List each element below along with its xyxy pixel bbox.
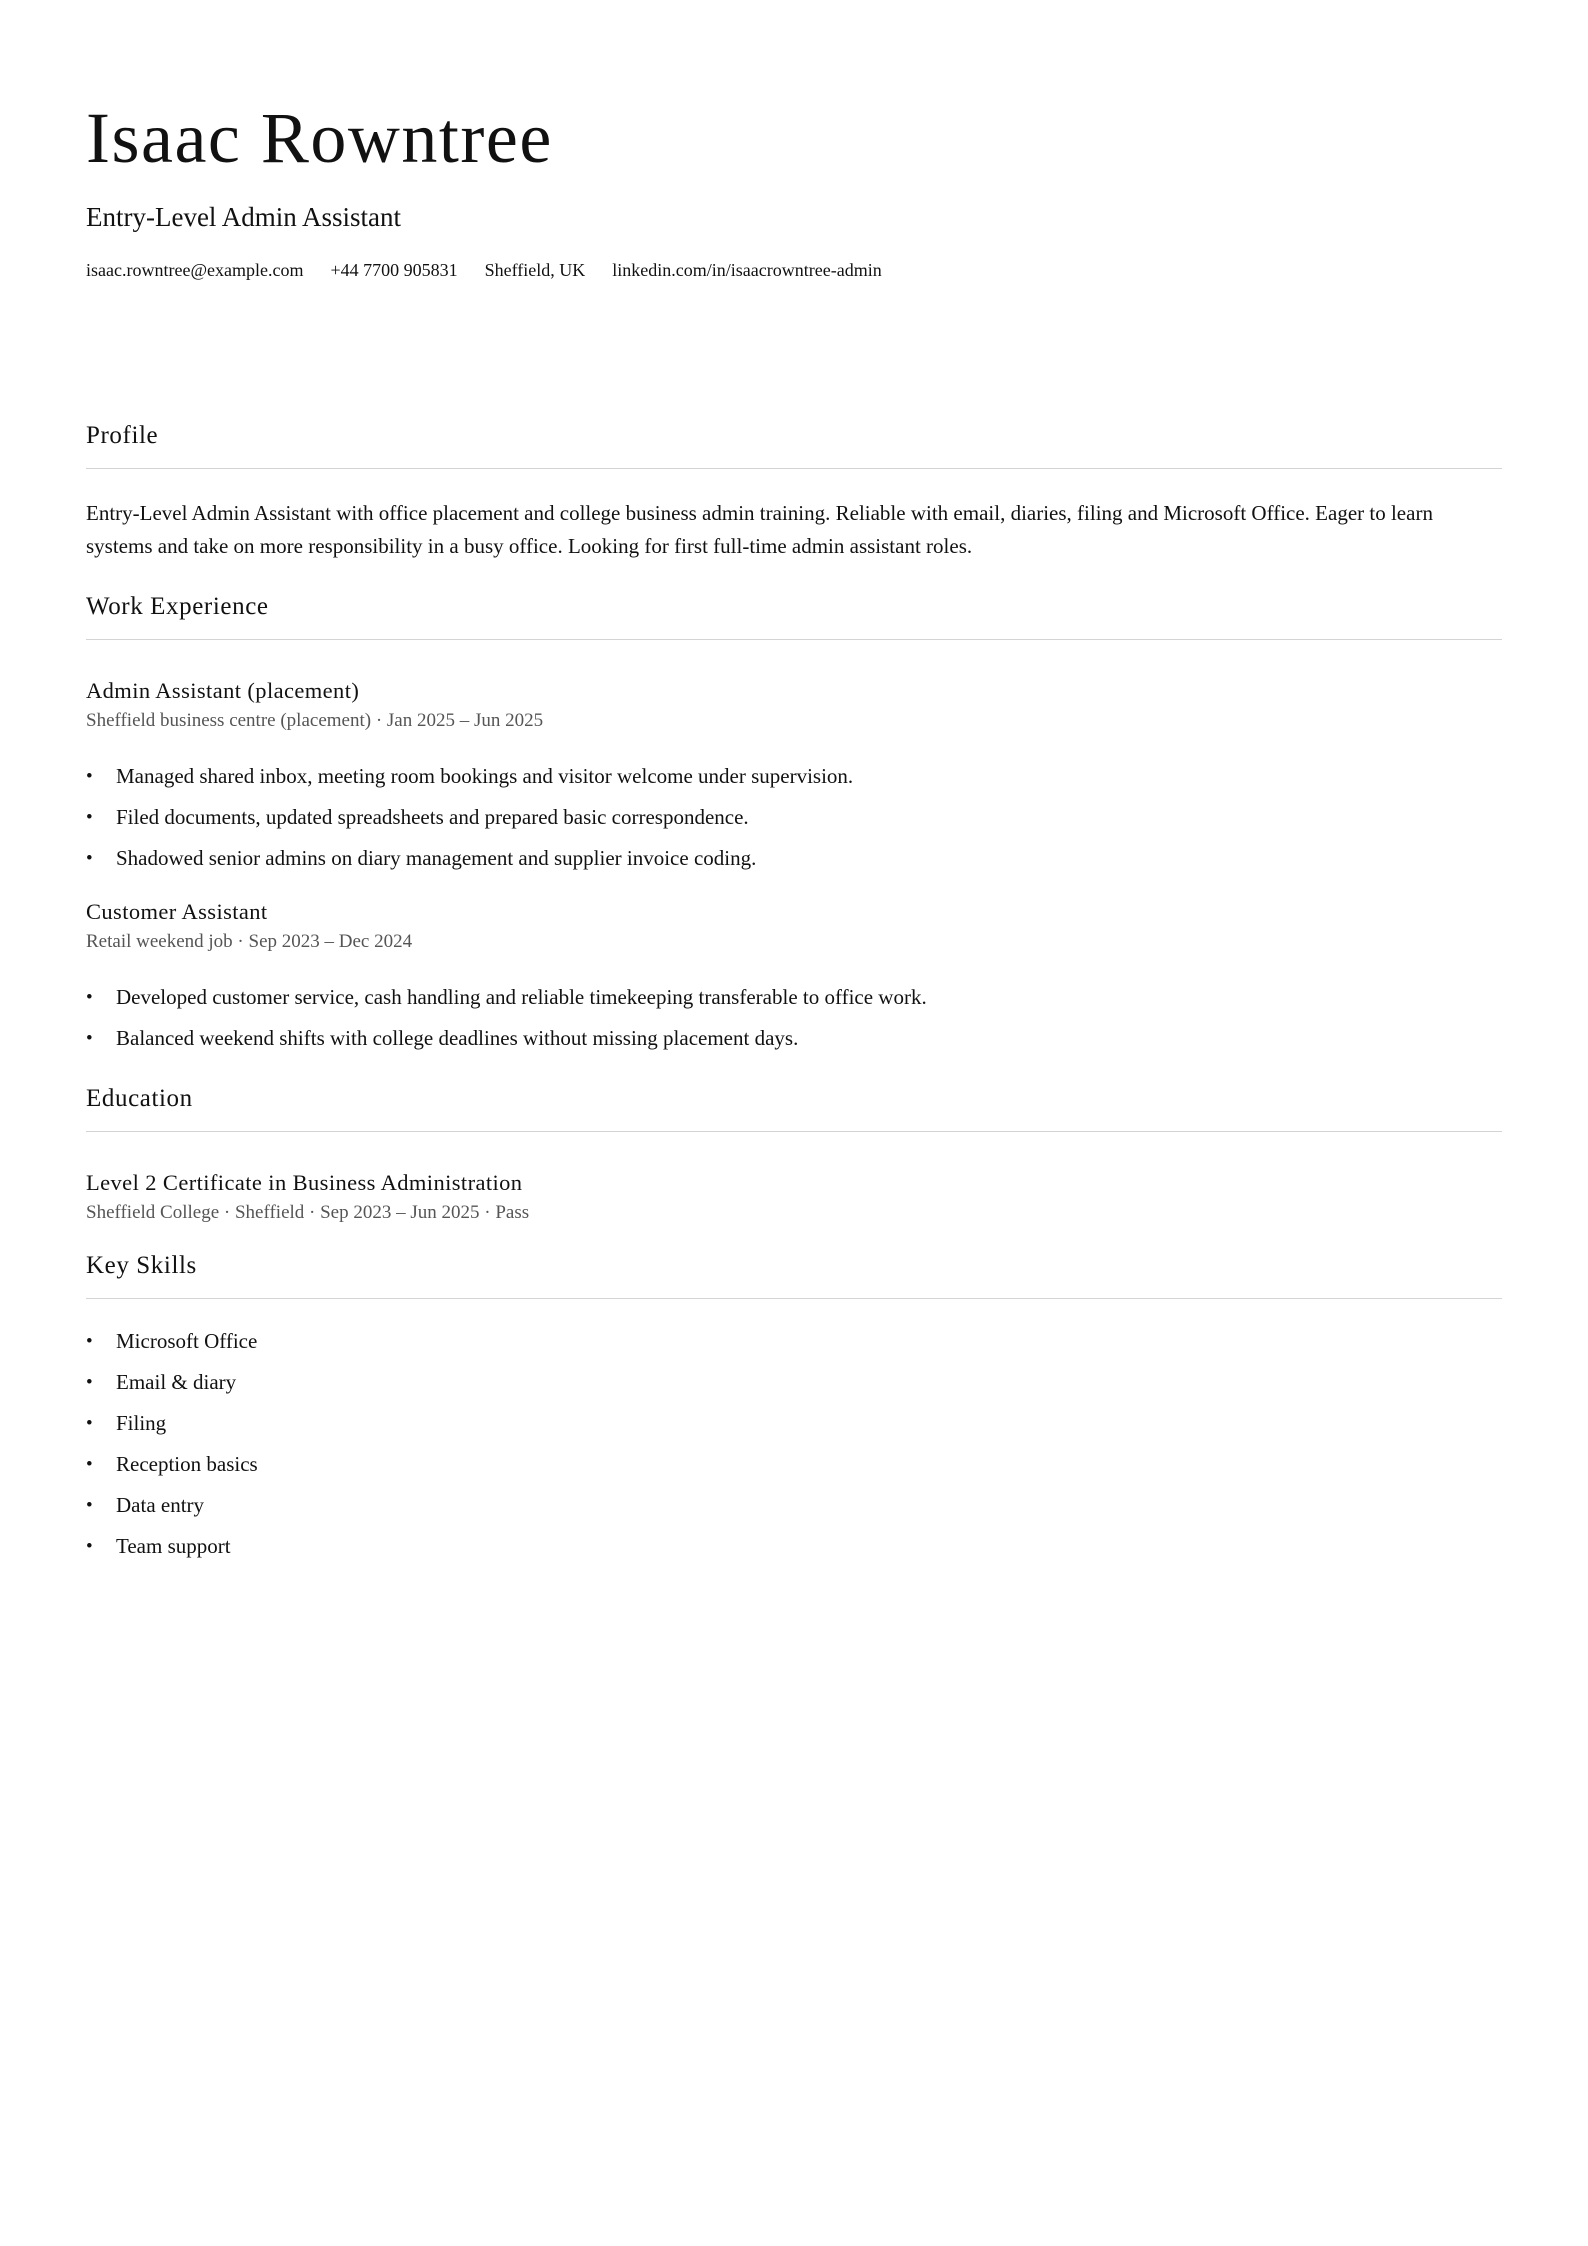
- job-bullet: • Developed customer service, cash handling and reliable timekeeping transferable to office work.: [86, 977, 1502, 1018]
- job-bullet: • Balanced weekend shifts with college deadlines without missing placement days.: [86, 1018, 1502, 1059]
- skill-item: • Reception basics: [86, 1444, 1502, 1485]
- contact-line: [86, 258, 1502, 282]
- job-title: Admin Assistant (placement): [86, 678, 360, 703]
- skill-item: • Data entry: [86, 1485, 1502, 1526]
- contact-location: Sheffield, UK: [484, 260, 586, 280]
- job-bullet-list: [86, 977, 1502, 1059]
- section-heading-experience: Work Experience: [86, 591, 1502, 640]
- job-entry: [86, 676, 1502, 879]
- education-section: [86, 1083, 1502, 1226]
- contact-phone: +44 7700 905831: [330, 260, 458, 280]
- profile-section: [86, 420, 1502, 563]
- job-bullet: • Filed documents, updated spreadsheets and prepared basic correspondence.: [86, 797, 1502, 838]
- skill-item: • Microsoft Office: [86, 1321, 1502, 1362]
- skill-item: • Team support: [86, 1526, 1502, 1567]
- qualification-meta: Sheffield College · Sheffield · Sep 2023 – Jun 2025 · Pass: [86, 1202, 530, 1223]
- skill-item: • Email & diary: [86, 1362, 1502, 1403]
- job-bullet: • Shadowed senior admins on diary management and supplier invoice coding.: [86, 838, 1502, 879]
- profile-summary: Entry-Level Admin Assistant with office placement and college business admin training. Reliable with email, diaries, filing and Microsoft Office. Eager to learn systems and take on more responsibility in a busy office. Looking for first full-time admin assistant roles.: [86, 501, 1433, 558]
- job-title: Customer Assistant: [86, 899, 268, 924]
- section-heading-profile: Profile: [86, 420, 1502, 469]
- candidate-name: Isaac Rowntree: [86, 98, 553, 178]
- education-entry: [86, 1168, 1502, 1226]
- section-heading-education: Education: [86, 1083, 1502, 1132]
- qualification-title: Level 2 Certificate in Business Administration: [86, 1170, 523, 1195]
- candidate-title: Entry-Level Admin Assistant: [86, 202, 401, 232]
- work-experience-section: [86, 591, 1502, 1059]
- skill-item: • Filing: [86, 1403, 1502, 1444]
- contact-linkedin: linkedin.com/in/isaacrowntree-admin: [612, 260, 882, 280]
- skills-list: [86, 1321, 1502, 1567]
- job-bullet-list: [86, 756, 1502, 879]
- job-meta: Retail weekend job · Sep 2023 – Dec 2024: [86, 931, 413, 952]
- resume-header: [86, 0, 1502, 280]
- job-entry: [86, 897, 1502, 1059]
- contact-email: isaac.rowntree@example.com: [86, 260, 304, 280]
- key-skills-section: [86, 1250, 1502, 1567]
- job-meta: Sheffield business centre (placement) · Jan 2025 – Jun 2025: [86, 710, 544, 731]
- job-bullet: • Managed shared inbox, meeting room bookings and visitor welcome under supervision.: [86, 756, 1502, 797]
- section-heading-skills: Key Skills: [86, 1250, 1502, 1299]
